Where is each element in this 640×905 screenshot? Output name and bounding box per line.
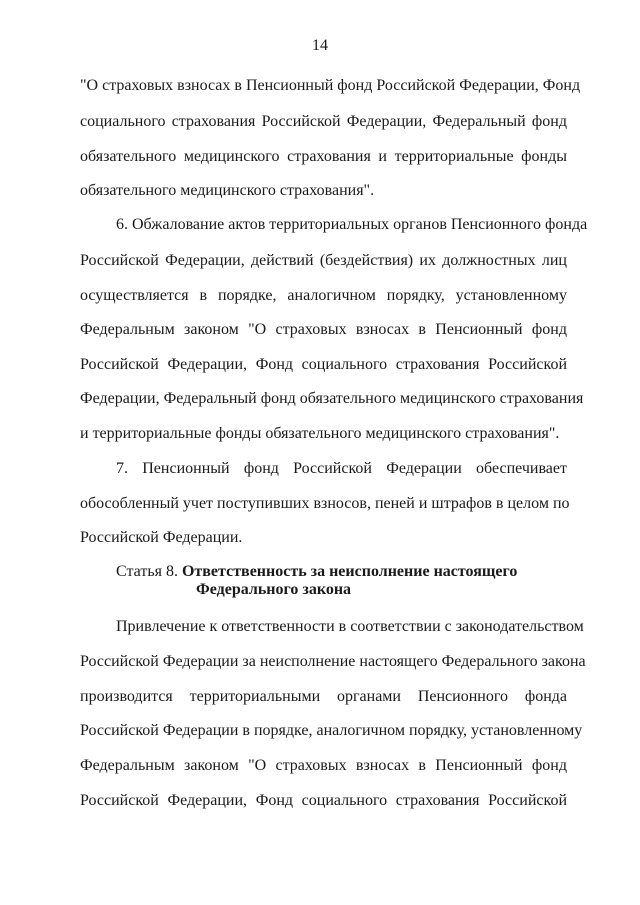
text-line: 7. Пенсионный фонд Российской Федерации обеспечивает [116, 460, 567, 477]
page-number: 14 [312, 37, 328, 54]
text-line: Российской Федерации, Фонд социального страхования Российской [80, 356, 567, 373]
text-line: Федеральным законом "О страховых взносах в Пенсионный фонд [80, 321, 567, 338]
text-line: Российской Федерации в порядке, аналогичном порядку, установленному [80, 722, 583, 739]
text-line: и территориальные фонды обязательного медицинского страхования". [80, 425, 560, 442]
text-line: Российской Федерации, действий (бездействия) их должностных лиц [80, 252, 567, 269]
text-line: Федеральным законом "О страховых взносах в Пенсионный фонд [80, 757, 567, 774]
article-number: Статья 8. [116, 563, 178, 580]
text-line: Российской Федерации за неисполнение настоящего Федерального закона [80, 653, 586, 670]
text-line: обособленный учет поступивших взносов, пеней и штрафов в целом по [80, 495, 570, 512]
text-line: осуществляется в порядке, аналогичном порядку, установленному [80, 287, 567, 304]
text-line: 6. Обжалование актов территориальных органов Пенсионного фонда [116, 216, 588, 233]
text-line: производится территориальными органами Пенсионного фонда [80, 688, 567, 705]
text-line: Федерации, Федеральный фонд обязательного медицинского страхования [80, 390, 584, 407]
text-line: Привлечение к ответственности в соответствии с законодательством [116, 618, 584, 635]
text-line: "О страховых взносах в Пенсионный фонд Российской Федерации, Фонд [80, 77, 581, 94]
text-line: Российской Федерации. [80, 529, 243, 546]
article-heading [116, 563, 567, 599]
text-line: Российской Федерации, Фонд социального страхования Российской [80, 792, 567, 809]
text-line: обязательного медицинского страхования и территориальные фонды [80, 148, 567, 165]
article-title: Ответственность за неисполнение настоящего [181, 563, 518, 580]
article-title-continued: Федерального закона [196, 581, 352, 598]
text-line: обязательного медицинского страхования". [80, 182, 375, 199]
text-line: социального страхования Российской Федерации, Федеральный фонд [80, 113, 567, 130]
